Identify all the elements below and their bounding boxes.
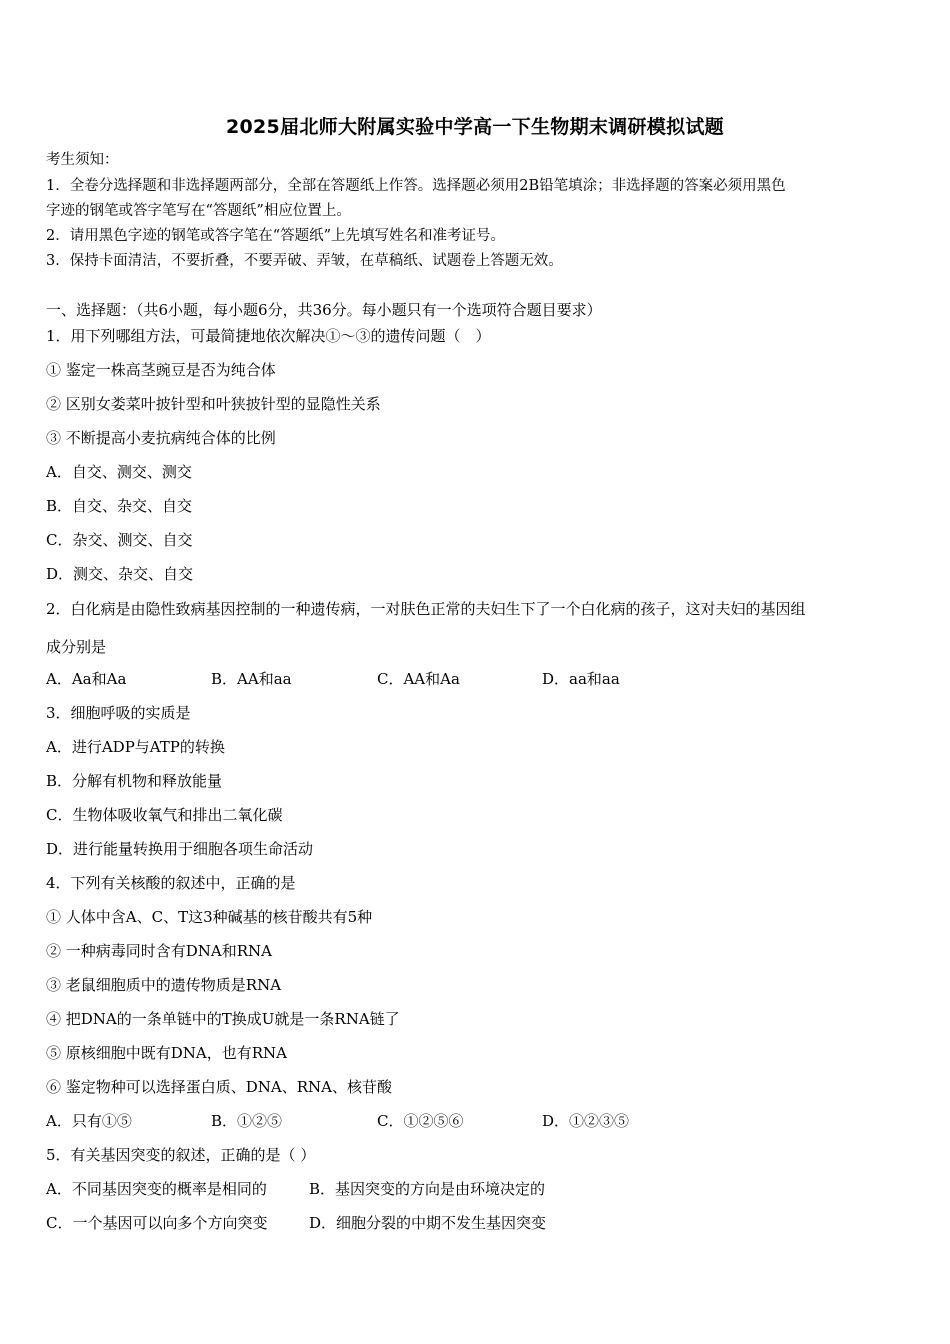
q5-stem: 5．有关基因突变的叙述，正确的是（ ）: [46, 1146, 316, 1164]
q3-option-a: A．进行ADP与ATP的转换: [46, 738, 225, 756]
q2-option-d: D．aa和aa: [542, 670, 620, 688]
q1-stem: 1．用下列哪组方法，可最简捷地依次解决①～③的遗传问题（ ）: [46, 327, 491, 345]
q4-option-d: D．①②③⑤: [542, 1112, 630, 1130]
q2-option-b: B．AA和aa: [211, 670, 292, 688]
q4-statement-1: ① 人体中含A、C、T这3种碱基的核苷酸共有5种: [46, 908, 373, 926]
q5-option-d: D．细胞分裂的中期不发生基因突变: [309, 1214, 547, 1232]
q5-option-a: A．不同基因突变的概率是相同的: [46, 1180, 267, 1198]
q4-statement-4: ④ 把DNA的一条单链中的T换成U就是一条RNA链了: [46, 1010, 400, 1028]
page-title: 2025届北师大附属实验中学高一下生物期末调研模拟试题: [226, 116, 724, 138]
notice-item-3: 3．保持卡面清洁，不要折叠，不要弄破、弄皱，在草稿纸、试题卷上答题无效。: [46, 253, 563, 269]
q4-option-c: C．①②⑤⑥: [377, 1112, 464, 1130]
q4-statement-3: ③ 老鼠细胞质中的遗传物质是RNA: [46, 976, 282, 994]
q3-option-c: C．生物体吸收氧气和排出二氧化碳: [46, 806, 283, 824]
notice-item-2: 2．请用黑色字迹的钢笔或答字笔在“答题纸”上先填写姓名和准考证号。: [46, 228, 506, 244]
q4-statement-6: ⑥ 鉴定物种可以选择蛋白质、DNA、RNA、核苷酸: [46, 1078, 393, 1096]
q4-stem: 4．下列有关核酸的叙述中，正确的是: [46, 874, 296, 892]
section-heading: 一、选择题：（共6小题，每小题6分，共36分。每小题只有一个选项符合题目要求）: [46, 301, 602, 319]
q2-option-a: A．Aa和Aa: [46, 670, 127, 688]
q1-option-d: D．测交、杂交、自交: [46, 565, 194, 583]
notice-item-1b: 字迹的钢笔或答字笔写在“答题纸”相应位置上。: [46, 203, 351, 219]
q1-option-a: A．自交、测交、测交: [46, 463, 192, 481]
q3-stem: 3．细胞呼吸的实质是: [46, 704, 191, 722]
q3-option-b: B．分解有机物和释放能量: [46, 772, 223, 790]
q3-option-d: D．进行能量转换用于细胞各项生命活动: [46, 840, 314, 858]
q4-option-b: B．①②⑤: [211, 1112, 283, 1130]
q1-option-b: B．自交、杂交、自交: [46, 497, 193, 515]
q2-option-c: C．AA和Aa: [377, 670, 460, 688]
notice-heading: 考生须知：: [46, 152, 119, 168]
q1-option-c: C．杂交、测交、自交: [46, 531, 193, 549]
q1-statement-2: ② 区别女娄菜叶披针型和叶狭披针型的显隐性关系: [46, 395, 381, 413]
notice-item-1a: 1．全卷分选择题和非选择题两部分，全部在答题纸上作答。选择题必须用2B铅笔填涂；非选择题的答案必须用黑色: [46, 178, 786, 194]
q2-stem-a: 2．白化病是由隐性致病基因控制的一种遗传病，一对肤色正常的夫妇生下了一个白化病的孩子，这对夫妇的基因组: [46, 600, 806, 618]
q4-statement-2: ② 一种病毒同时含有DNA和RNA: [46, 942, 273, 960]
q4-statement-5: ⑤ 原核细胞中既有DNA，也有RNA: [46, 1044, 288, 1062]
q1-statement-3: ③ 不断提高小麦抗病纯合体的比例: [46, 429, 276, 447]
q5-option-b: B．基因突变的方向是由环境决定的: [309, 1180, 546, 1198]
q2-stem-b: 成分别是: [46, 638, 107, 656]
q4-option-a: A．只有①⑤: [46, 1112, 132, 1130]
q1-statement-1: ① 鉴定一株高茎豌豆是否为纯合体: [46, 361, 276, 379]
q5-option-c: C．一个基因可以向多个方向突变: [46, 1214, 268, 1232]
